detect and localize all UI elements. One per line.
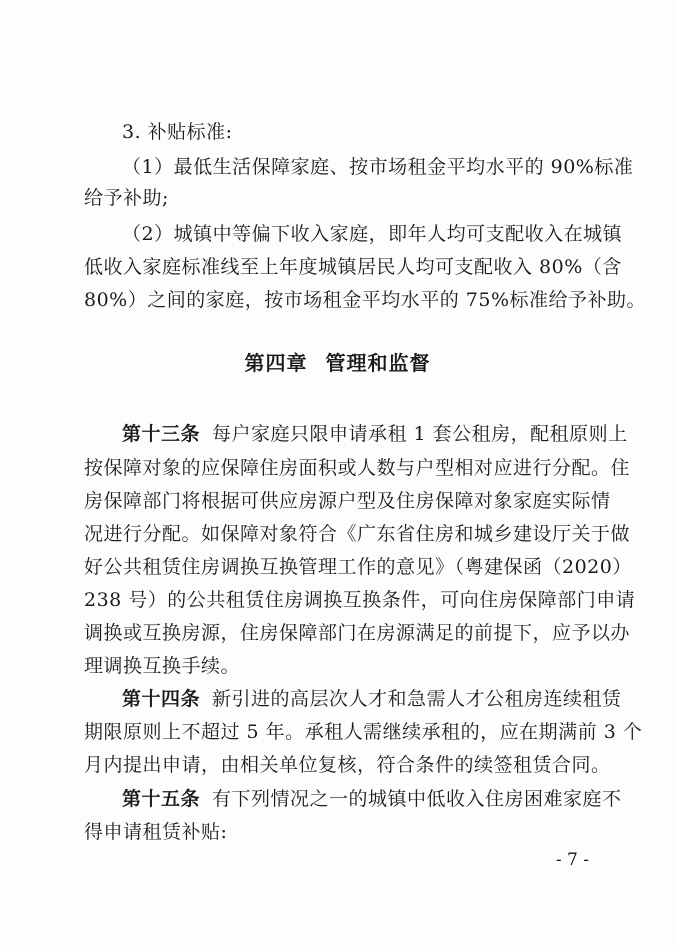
chapter-title: 管理和监督	[325, 351, 431, 375]
page-number: - 7 -	[555, 850, 589, 870]
article14-text1: 新引进的高层次人才和急需人才公租房连续租赁	[212, 688, 622, 710]
article15-label: 第十五条	[122, 788, 201, 810]
article15-line2: 得申请租赁补贴:	[84, 821, 228, 843]
article15-text1: 有下列情况之一的城镇中低收入住房困难家庭不	[212, 788, 622, 810]
article15-line1	[122, 788, 622, 810]
chapter-heading	[0, 351, 675, 375]
article13-line8: 理调换互换手续。	[84, 655, 241, 677]
article13-text1: 每户家庭只限申请承租 1 套公租房，配租原则上	[212, 423, 628, 445]
subsidy-item2-line2: 低收入家庭标准线至上年度城镇居民人均可支配收入 80%（含	[84, 256, 622, 278]
article13-line6: 238 号）的公共租赁住房调换互换条件，可向住房保障部门申请	[84, 589, 636, 611]
article13-line2: 按保障对象的应保障住房面积或人数与户型相对应进行分配。住	[84, 457, 631, 479]
article13-label: 第十三条	[122, 423, 201, 445]
article14-label: 第十四条	[122, 688, 201, 710]
subsidy-item1-line2: 给予补助;	[84, 187, 169, 209]
subsidy-item2-line1: （2）城镇中等偏下收入家庭，即年人均可支配收入在城镇	[122, 223, 623, 245]
article13-line4: 况进行分配。如保障对象符合《广东省住房和城乡建设厅关于做	[84, 523, 631, 545]
article13-line7: 调换或互换房源，住房保障部门在房源满足的前提下，应予以办	[84, 622, 631, 644]
article14-line2: 期限原则上不超过 5 年。承租人需继续承租的，应在期满前 3 个	[84, 721, 643, 743]
article13-line5: 好公共租赁住房调换互换管理工作的意见》（粤建保函（2020）	[84, 556, 632, 578]
article13-line3: 房保障部门将根据可供应房源户型及住房保障对象家庭实际情	[84, 490, 611, 512]
subsidy-standard-title: 3. 补贴标准:	[122, 121, 233, 143]
subsidy-item1-line1: （1）最低生活保障家庭、按市场租金平均水平的 90%标准	[122, 156, 634, 178]
article13-line1	[122, 423, 628, 445]
article14-line3: 月内提出申请，由相关单位复核，符合条件的续签租赁合同。	[84, 754, 611, 776]
subsidy-item2-line3: 80%）之间的家庭，按市场租金平均水平的 75%标准给予补助。	[84, 289, 647, 311]
article14-line1	[122, 688, 622, 710]
chapter-number: 第四章	[244, 351, 308, 375]
